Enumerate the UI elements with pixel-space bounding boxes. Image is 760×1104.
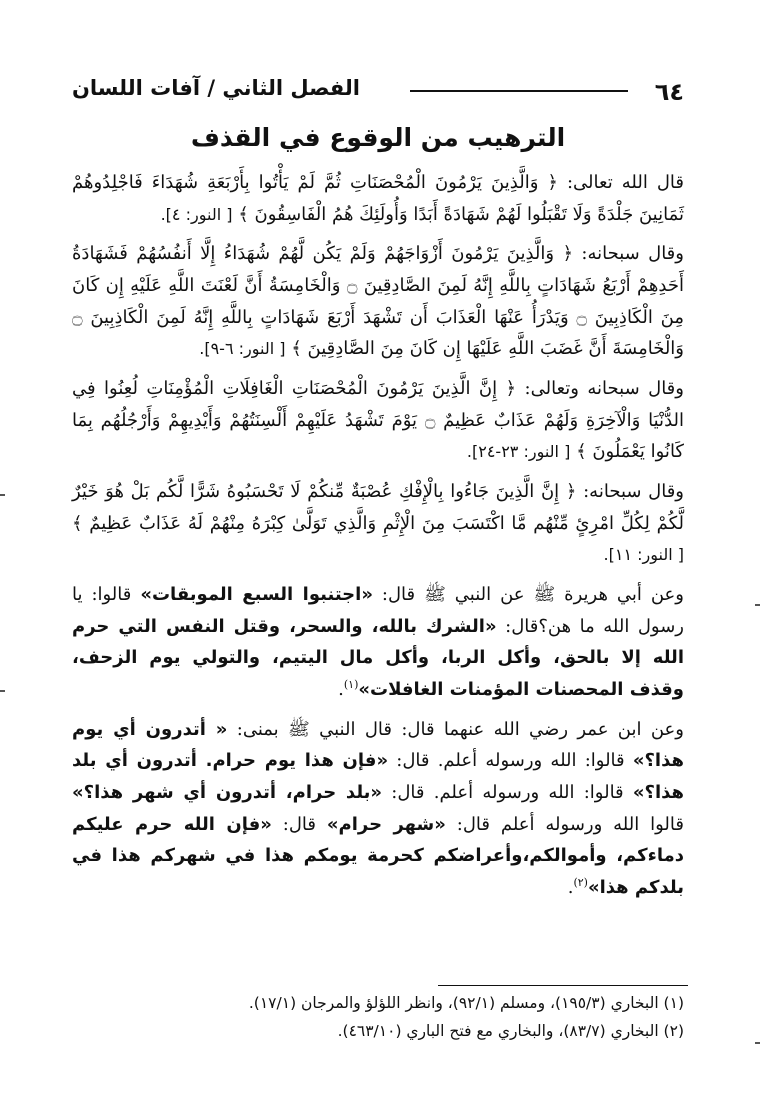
verse-paragraph-3 bbox=[72, 373, 684, 468]
verse-paragraph-2 bbox=[72, 238, 684, 365]
sentence-end: . bbox=[567, 877, 574, 899]
hadith-intro: وعن ابن عمر رضي الله عنهما قال: قال النبي ﷺ بمنى: bbox=[236, 718, 684, 740]
hadith-quote: «بلد حرام، أتدرون أي شهر هذا؟» bbox=[72, 782, 383, 804]
chapter-title: الفصل الثاني / آفات اللسان bbox=[72, 76, 360, 100]
paragraph-intro: قال الله تعالى: bbox=[566, 172, 685, 193]
hadith-paragraph-1 bbox=[72, 579, 684, 706]
hadith-text: قالوا: الله ورسوله أعلم. قال: bbox=[396, 750, 625, 772]
paragraph-intro: وقال سبحانه: bbox=[583, 481, 684, 503]
page-header bbox=[72, 72, 684, 112]
hadith-quote: « أتدرون أي يوم هذا؟» bbox=[72, 718, 684, 772]
quran-verse: ﴿ إِنَّ الَّذِينَ يَرْمُونَ الْمُحْصَنَاتِ الْغَافِلَاتِ الْمُؤْمِنَاتِ لُعِنُوا فِي الدُّنْيَا وَالْآخِرَةِ وَلَهُمْ عَذَابٌ عَظِيمٌ ۝ يَوْمَ تَشْهَدُ عَلَيْهِمْ أَلْسِنَتُهُمْ وَأَيْدِيهِمْ وَأَرْجُلُهُم بِمَا كَانُوا يَعْمَلُونَ ﴾ bbox=[72, 378, 685, 463]
hadith-quote: «الشرك بالله، والسحر، وقتل النفس التي حرم الله إلا بالحق، وأكل الربا، وأكل مال اليتيم، والتولي يوم الزحف، وقذف المحصنات المؤمنات الغافلات» bbox=[72, 615, 684, 701]
verse-paragraph-4 bbox=[72, 476, 684, 571]
footnote-marker[interactable]: (١) bbox=[343, 678, 359, 692]
hadith-paragraph-2 bbox=[72, 714, 684, 904]
verse-reference: [ النور: ٤]. bbox=[160, 204, 233, 224]
paragraph-intro: وقال سبحانه: bbox=[581, 243, 684, 265]
footnote-2: (٢) البخاري (٨٣/٧)، والبخاري مع فتح الباري (٤٦٣/١٠). bbox=[337, 1021, 684, 1040]
footnote-marker[interactable]: (٢) bbox=[573, 876, 588, 890]
section-title: الترهيب من الوقوع في القذف bbox=[190, 123, 566, 152]
hadith-quote: «شهر حرام» bbox=[326, 813, 446, 835]
verse-paragraph-1 bbox=[72, 167, 684, 230]
scan-margin-mark bbox=[755, 604, 760, 606]
hadith-intro: وعن أبي هريرة ﷺ عن النبي ﷺ قال: bbox=[381, 584, 684, 606]
sentence-end: . bbox=[338, 679, 344, 701]
hadith-quote: «فإن الله حرم عليكم دماءكم، وأموالكم،وأعراضكم كحرمة يومكم هذا في شهركم هذا في بلدكم هذا» bbox=[72, 813, 684, 899]
paragraph-intro: وقال سبحانه وتعالى: bbox=[524, 378, 684, 400]
scan-margin-mark bbox=[0, 690, 5, 692]
scan-margin-mark bbox=[0, 494, 5, 496]
footnotes bbox=[72, 990, 684, 1046]
hadith-text: قالوا الله ورسوله أعلم قال: bbox=[456, 813, 684, 835]
header-rule bbox=[410, 90, 628, 92]
verse-reference: [ النور: ٢٣-٢٤]. bbox=[466, 442, 571, 462]
page-body bbox=[72, 120, 684, 912]
footnote-divider bbox=[438, 985, 688, 986]
quran-verse: ﴿ وَالَّذِينَ يَرْمُونَ الْمُحْصَنَاتِ ثُمَّ لَمْ يَأْتُوا بِأَرْبَعَةِ شُهَدَاءَ فَاجْلِدُوهُمْ ثَمَانِينَ جَلْدَةً وَلَا تَقْبَلُوا لَهُمْ شَهَادَةً أَبَدًا وَأُولَئِكَ هُمُ الْفَاسِقُونَ ﴾ bbox=[72, 172, 684, 225]
quran-verse: ﴿ وَالَّذِينَ يَرْمُونَ أَزْوَاجَهُمْ وَلَمْ يَكُن لَّهُمْ شُهَدَاءُ إِلَّا أَنفُسُهُمْ فَشَهَادَةُ أَحَدِهِمْ أَرْبَعُ شَهَادَاتٍ بِاللَّهِ إِنَّهُ لَمِنَ الصَّادِقِينَ ۝ وَالْخَامِسَةُ أَنَّ لَعْنَتَ اللَّهِ عَلَيْهِ إِن كَانَ مِنَ الْكَاذِبِينَ ۝ وَيَدْرَأُ عَنْهَا الْعَذَابَ أَن تَشْهَدَ أَرْبَعَ شَهَادَاتٍ بِاللَّهِ إِنَّهُ لَمِنَ الْكَاذِبِينَ ۝ وَالْخَامِسَةَ أَنَّ غَضَبَ اللَّهِ عَلَيْهَا إِن كَانَ مِنَ الصَّادِقِينَ ﴾ bbox=[72, 243, 684, 360]
page-number: ٦٤ bbox=[654, 78, 684, 106]
verse-reference: [ النور: ٦-٩]. bbox=[199, 339, 286, 359]
hadith-text: قالوا: يا رسول الله ما هن؟قال: bbox=[72, 584, 684, 637]
hadith-quote: «اجتنبوا السبع الموبقات» bbox=[140, 584, 373, 606]
verse-reference: [ النور: ١١]. bbox=[603, 545, 684, 565]
hadith-quote: «فإن هذا يوم حرام. أتدرون أي بلد هذا؟» bbox=[72, 750, 685, 804]
footnote-1: (١) البخاري (١٩٥/٣)، ومسلم (٩٢/١)، وانظر اللؤلؤ والمرجان (١٧/١). bbox=[248, 994, 684, 1012]
hadith-text: قال: bbox=[282, 813, 317, 835]
quran-verse: ﴿ إِنَّ الَّذِينَ جَاءُوا بِالْإِفْكِ عُصْبَةٌ مِّنكُمْ لَا تَحْسَبُوهُ شَرًّا لَّكُم بَلْ هُوَ خَيْرٌ لَّكُمْ لِكُلِّ امْرِئٍ مِّنْهُم مَّا اكْتَسَبَ مِنَ الْإِثْمِ وَالَّذِي تَوَلَّىٰ كِبْرَهُ مِنْهُمْ لَهُ عَذَابٌ عَظِيمٌ ﴾ bbox=[72, 481, 684, 534]
scan-margin-mark bbox=[755, 1042, 760, 1044]
hadith-text: قالوا: الله ورسوله أعلم. قال: bbox=[391, 782, 624, 804]
